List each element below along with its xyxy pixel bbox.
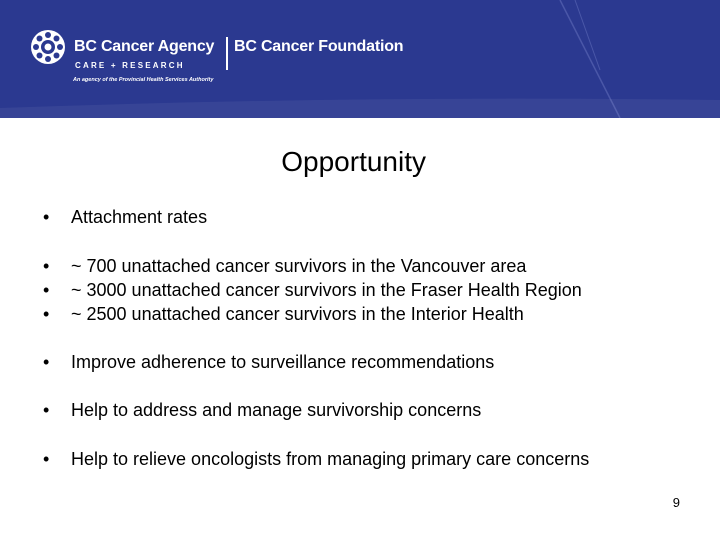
header-banner xyxy=(0,0,720,118)
agency-tagline: An agency of the Provincial Health Services Authority xyxy=(73,77,214,83)
foundation-name: BC Cancer Foundation xyxy=(234,38,404,55)
bullet-item xyxy=(43,279,582,301)
page-number: 9 xyxy=(672,495,680,510)
bullet-marker: • xyxy=(43,400,50,420)
bullet-marker: • xyxy=(43,449,50,469)
bullet-item xyxy=(43,351,494,373)
bullet-marker: • xyxy=(43,304,50,324)
bullet-marker: • xyxy=(43,256,50,276)
bullet-text: Help to relieve oncologists from managing primary care concerns xyxy=(71,449,590,469)
header-decoration xyxy=(0,0,720,118)
bullet-text: Attachment rates xyxy=(71,207,208,227)
bullet-item xyxy=(43,303,524,325)
bullet-item xyxy=(43,448,589,470)
bullet-marker: • xyxy=(43,280,50,300)
care-research-label: CARE + RESEARCH xyxy=(75,61,185,70)
bullet-item xyxy=(43,399,481,421)
bullet-text: ~ 2500 unattached cancer survivors in the Interior Health xyxy=(71,304,524,324)
bullet-text: ~ 700 unattached cancer survivors in the Vancouver area xyxy=(71,256,527,276)
slide-title-row xyxy=(0,146,708,178)
agency-name: BC Cancer Agency xyxy=(74,38,215,55)
header-divider xyxy=(226,37,228,70)
bullet-item xyxy=(43,206,207,228)
bullet-marker: • xyxy=(43,207,50,227)
bullet-item xyxy=(43,255,526,277)
bc-cancer-logo-icon xyxy=(30,29,66,65)
bullet-text: Improve adherence to surveillance recommendations xyxy=(71,352,495,372)
bullet-text: Help to address and manage survivorship concerns xyxy=(71,400,482,420)
bullet-marker: • xyxy=(43,352,50,372)
slide-title: Opportunity xyxy=(281,146,426,177)
bullet-text: ~ 3000 unattached cancer survivors in the Fraser Health Region xyxy=(71,280,582,300)
